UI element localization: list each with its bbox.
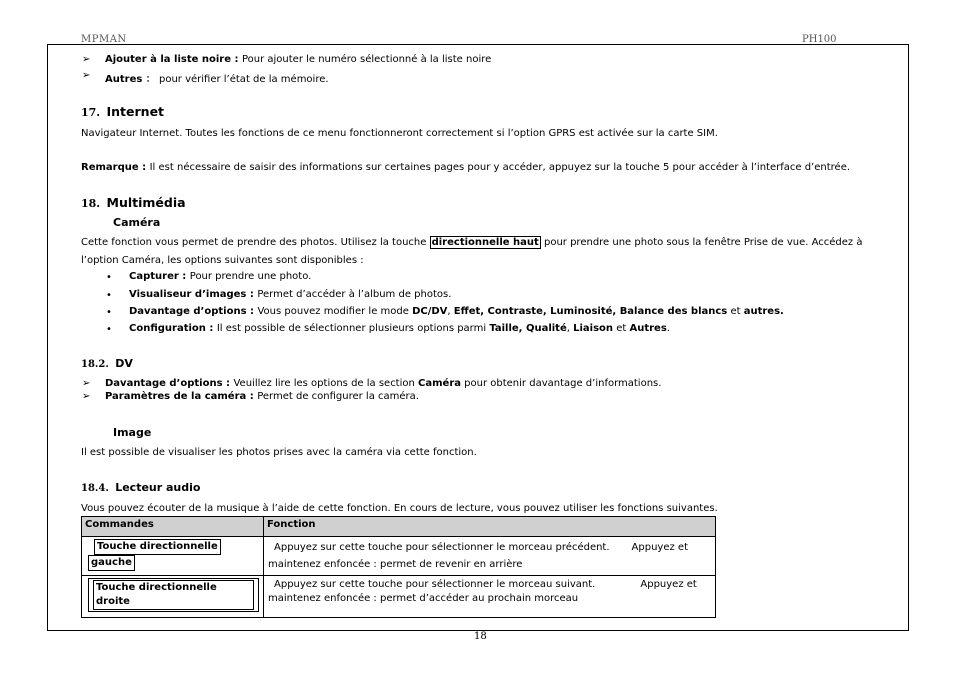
arrow-bullet-icon: ➢ xyxy=(82,378,91,389)
section-title: Multimédia xyxy=(106,195,186,210)
list-item: Paramètres de la caméra : Permet de configurer la caméra. xyxy=(105,391,419,402)
table-cell-command xyxy=(82,537,264,576)
key-label-left-cont: gauche xyxy=(88,555,135,571)
commands-table xyxy=(81,516,716,618)
table-cell-function: Appuyez sur cette touche pour sélectionner le morceau suivant. Appuyez et maintenez enfoncée : permet d’accéder au prochain morceau xyxy=(264,576,716,618)
section-heading-dv xyxy=(81,357,133,370)
section-number: 18.2. xyxy=(81,359,109,370)
list-item-text: pour vérifier l’état de la mémoire. xyxy=(158,74,329,85)
section-heading-internet xyxy=(81,104,164,119)
bullet-icon: • xyxy=(106,290,112,301)
column-header: Commandes xyxy=(82,517,264,537)
header-model: PH100 xyxy=(802,34,837,45)
list-item-text: Pour ajouter le numéro sélectionné à la liste noire xyxy=(241,54,492,65)
list-item-separator: ： xyxy=(145,74,156,85)
list-item: Visualiseur d’images : Permet d’accéder à l’album de photos. xyxy=(129,289,452,300)
paragraph: Vous pouvez écouter de la musique à l’aide de cette fonction. En cours de lecture, vous pouvez utiliser les fonctions suivantes. xyxy=(81,503,718,514)
page-number: 18 xyxy=(474,631,487,642)
section-number: 18.4. xyxy=(81,483,109,494)
arrow-bullet-icon: ➢ xyxy=(82,54,91,65)
list-item-label: Autres xyxy=(105,74,146,85)
paragraph: l’option Caméra, les options suivantes sont disponibles : xyxy=(81,255,364,266)
note-label: Remarque : xyxy=(81,162,150,173)
section-number: 18. xyxy=(81,197,101,210)
section-title: Internet xyxy=(106,104,165,119)
list-item: Configuration : Il est possible de sélectionner plusieurs options parmi Taille, Qualité, Liaison et Autres. xyxy=(129,323,670,334)
note-text: Il est nécessaire de saisir des informations sur certaines pages pour y accéder, appuyez sur la touche 5 pour accéder à l’interface d’entrée. xyxy=(149,162,851,173)
list-item xyxy=(105,54,491,65)
section-heading-audio-player xyxy=(81,481,200,494)
table-row xyxy=(82,576,716,618)
subsection-title-image: Image xyxy=(113,426,152,439)
table-row xyxy=(82,537,716,576)
paragraph: Il est possible de visualiser les photos prises avec la caméra via cette fonction. xyxy=(81,447,477,458)
list-item: Davantage d’options : Vous pouvez modifier le mode DC/DV, Effet, Contraste, Luminosité, Balance des blancs et autres. xyxy=(129,306,784,317)
list-item: Davantage d’options : Veuillez lire les options de la section Caméra pour obtenir davantage d’informations. xyxy=(105,378,662,389)
note-paragraph xyxy=(81,162,850,173)
subsection-title-camera: Caméra xyxy=(113,216,161,229)
arrow-bullet-icon: ➢ xyxy=(82,70,91,81)
section-title: Lecteur audio xyxy=(115,481,201,494)
section-heading-multimedia xyxy=(81,195,186,210)
paragraph: Cette fonction vous permet de prendre des photos. Utilisez la touche directionnelle haut pour prendre une photo sous la fenêtre Prise de vue. Accédez à xyxy=(81,237,863,248)
table-header-row xyxy=(82,517,716,537)
column-header: Fonction xyxy=(264,517,716,537)
header-brand: MPMAN xyxy=(81,34,127,45)
key-label-left: Touche directionnelle xyxy=(94,539,221,555)
list-item xyxy=(105,70,329,85)
bullet-icon: • xyxy=(106,307,112,318)
table-cell-command xyxy=(82,576,264,618)
list-item-label: Ajouter à la liste noire : xyxy=(105,54,242,65)
paragraph: Navigateur Internet. Toutes les fonctions de ce menu fonctionneront correctement si l’option GPRS est activée sur la carte SIM. xyxy=(81,128,718,139)
key-label-up: directionnelle haut xyxy=(431,237,539,248)
list-item: Capturer : Pour prendre une photo. xyxy=(129,271,312,282)
arrow-bullet-icon: ➢ xyxy=(82,391,91,402)
section-title: DV xyxy=(115,357,133,370)
table-cell-function: Appuyez sur cette touche pour sélectionner le morceau précédent. Appuyez et maintenez enfoncée : permet de revenir en arrière xyxy=(264,537,716,576)
bullet-icon: • xyxy=(106,272,112,283)
bullet-icon: • xyxy=(106,324,112,335)
section-number: 17. xyxy=(81,106,101,119)
key-label-right: Touche directionnelle droite xyxy=(93,580,254,610)
